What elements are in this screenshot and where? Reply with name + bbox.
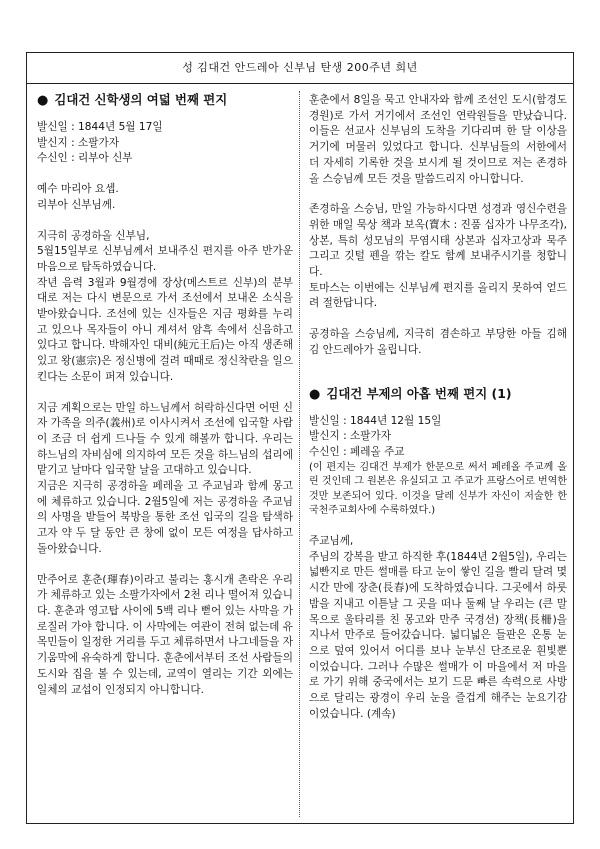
paragraph: 지금 계획으로는 만일 하느님께서 허락하신다면 어떤 신자 가족을 의주(義州)로 이사시켜서 조선에 입국할 사람이 조금 더 쉽게 드나들 수 있게 해볼까 합니다. 우리는 하느님의 자비심에 의지하여 모든 것을 하느님의 섭리에 맡기고 날마다 입국할 날을 고대하고 있습니다. [37,401,293,477]
paragraph: 주님의 강복을 받고 하직한 후(1844년 2월5일), 우리는 넓빤지로 만든 썰매를 타고 눈이 쌓인 길을 빨리 달려 몇 시간 만에 장춘(長春)에 도착하였습니다. 그곳에서 하룻밤을 지내고 이튿날 그 곳을 떠나 둘째 날 우리는 (큰 말목으로 울타리를 친 몽고와 만주 국경선) 장책(長柵)을 지나서 만주로 들어갔습니다. 넓디넓은 들판은 온통 눈으로 덮여 있어서 어디를 보나 눈부신 단조로운 흰빛뿐이었습니다. 그러나 수많은 썰매가 이 마을에서 저 마을로 가기 위해 중국에서는 보기 드문 빠른 속력으로 사방으로 달리는 광경이 우리 눈을 즐겁게 해주는 눈요기감이었습니다. (계속) [309,550,567,720]
meta-date: 발신일 : 1844년 12월 15일 [309,414,442,427]
paragraph: 5월15일부로 신부님께서 보내주신 편지를 아주 반가운 마음으로 탐독하였습니다. [37,245,293,273]
meta-place: 발신지 : 소팔가자 [309,430,391,443]
salutation: 주교님께, [309,535,354,548]
paragraph: 존경하올 스승님, 만일 가능하시다면 성경과 영신수련을 위한 매일 묵상 책과 보옥(寶木 : 진품 십자가 나무조각), 상본, 특히 성모님의 무염시태 상본과 십자고상과 묵주 그리고 깃털 펜을 깎는 칼도 함께 보내주시기를 청합니다. [309,203,567,279]
section-title-text: 김대건 신학생의 여덟 번째 편지 [54,92,228,107]
content-columns [27,83,573,825]
right-column [301,83,575,722]
meta-place: 발신지 : 소팔가자 [37,136,119,149]
section-title-text: 김대건 부제의 아홉 번째 편지 (1) [326,385,512,401]
meta-date: 발신일 : 1844년 5월 17일 [37,121,163,133]
paragraph: 작년 음력 3월과 9월경에 장상(메스트르 신부)의 분부대로 저는 다시 변문으로 가서 조선에서 보내온 소식을 받아왔습니다. 조선에 있는 신자들은 지금 평화를 누리고 있으나 목자들이 아니 계셔서 암흑 속에서 신음하고 있다고 합니다. 박해자인 대비(純元王后)는 아직 생존해 있고 왕(憲宗)은 정신병에 걸려 때때로 정신착란을 일으킨다는 소문이 퍼져 있습니다. [37,276,293,383]
greeting-line: 예수 마리아 요셉. [37,183,119,196]
closing: 공경하올 스승님께, 지극히 겸손하고 부당한 아들 김해 김 안드레아가 올립니다. [309,328,567,356]
editor-note: (이 편지는 김대건 부제가 한문으로 써서 페레올 주교께 올린 것인데 그 원본은 유실되고 고 주교가 프랑스어로 번역한 것만 보존되어 있다. 이것을 달레 신부가 자신이 저술한 한국천주교회사에 수록하였다.) [309,461,567,517]
paragraph: 지금은 지극히 공경하올 페레올 고 주교님과 함께 몽고에 체류하고 있습니다. 2월5일에 저는 공경하올 주교님의 사명을 받들어 북방을 통한 조선 입국의 길을 탐색하고자 약 두 달 동안 큰 창에 없이 모든 여정을 답사하고 돌아왔습니다. [37,480,293,555]
bullet-icon: ● [309,386,321,402]
column-divider [299,91,300,817]
bullet-icon: ● [37,93,49,108]
left-column [27,83,299,698]
meta-recipient: 수신인 : 페레올 주교 [309,445,405,458]
paragraph: 훈춘에서 8일을 묵고 안내자와 함께 조선인 도시(함경도 경원)로 가서 거기에서 조선인 연락원들을 만났습니다. 이들은 선교사 신부님의 도착을 기다리며 한 달 이상을 거기에 머물러 있었다고 합니다. 신부님들의 서한에서 더 자세히 기록한 것을 보시게 될 것이므로 저는 존경하올 스승님께 모든 것을 말씀드리지 아니합니다. [309,94,567,185]
meta-recipient: 수신인 : 리부아 신부 [37,152,133,165]
salutation: 지극히 공경하올 신부님, [37,229,150,242]
section-title-letter-8 [37,91,293,110]
paragraph: 토마스는 이번에는 신부님께 편지를 올리지 못하여 얻드려 절한답니다. [309,281,567,310]
page-frame [26,52,574,824]
greeting-line: 리부아 신부님께. [37,198,116,211]
page-header: 성 김대건 안드레아 신부님 탄생 200주년 희년 [27,53,573,84]
paragraph: 만주어로 훈춘(琿春)이라고 불리는 홍시개 촌락은 우리가 체류하고 있는 소팔가자에서 2천 리나 떨어져 있습니다. 훈춘과 영고탑 사이에 5백 리나 뻗어 있는 사막을 가로질러 가야 합니다. 이 사막에는 여관이 전혀 없는데 유목민들이 일정한 거리를 두고 체류하면서 나그네들을 자기움막에 유숙하게 합니다. 훈춘에서부터 조선 사람들의 도시와 집을 볼 수 있는데, 교역이 열리는 기간 외에는 일체의 교섭이 인정되지 아니합니다. [37,573,293,696]
section-title-letter-9 [309,385,567,404]
